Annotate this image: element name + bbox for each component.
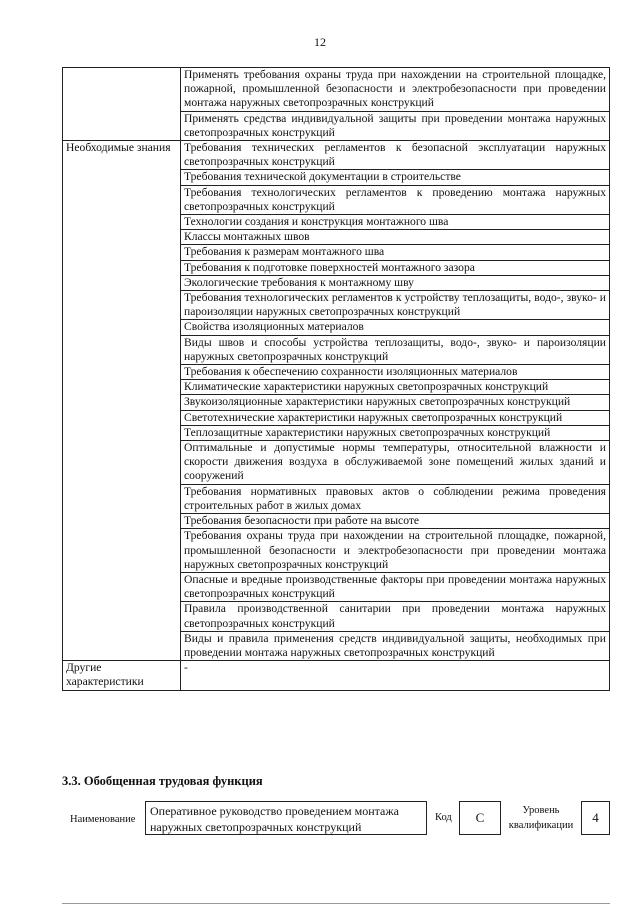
requirement-item: Светотехнические характеристики наружных светопрозрачных конструкций: [181, 410, 610, 425]
requirement-item: Опасные и вредные производственные факторы при проведении монтажа наружных светопрозрачных конструкций: [181, 572, 610, 601]
group-label: [63, 68, 181, 141]
requirement-item: Применять средства индивидуальной защиты при проведении монтажа наружных светопрозрачных конструкций: [181, 111, 610, 140]
generalized-function-row: [0, 800, 640, 840]
requirement-item: Требования технических регламентов к безопасной эксплуатации наружных светопрозрачных конструкций: [181, 141, 610, 170]
table-row: [63, 661, 610, 690]
requirement-item: Требования к обеспечению сохранности изоляционных материалов: [181, 365, 610, 380]
requirement-item: Оптимальные и допустимые нормы температуры, относительной влажности и скорости движения воздуха в обслуживаемой зоне помещений жилых зданий и сооружений: [181, 441, 610, 485]
requirement-item: Технологии создания и конструкция монтажного шва: [181, 215, 610, 230]
page-number: 12: [314, 35, 326, 49]
requirement-item: Виды и правила применения средств индивидуальной защиты, необходимых при проведении монтажа наружных светопрозрачных конструкций: [181, 631, 610, 660]
section-title: 3.3. Обобщенная трудовая функция: [62, 774, 263, 788]
requirement-item: Требования к размерам монтажного шва: [181, 245, 610, 260]
requirement-item: Теплозащитные характеристики наружных светопрозрачных конструкций: [181, 425, 610, 440]
requirement-item: Правила производственной санитарии при проведении монтажа наружных светопрозрачных конструкций: [181, 602, 610, 631]
code-label: Код: [435, 812, 452, 823]
requirement-item: Требования технологических регламентов к проведению монтажа наружных светопрозрачных конструкций: [181, 185, 610, 214]
table-row: [63, 141, 610, 170]
requirements-table: [62, 67, 610, 691]
requirement-item: Звукоизоляционные характеристики наружных светопрозрачных конструкций: [181, 395, 610, 410]
requirement-item: Классы монтажных швов: [181, 230, 610, 245]
requirement-item: -: [181, 661, 610, 690]
name-value-box: Оперативное руководство проведением монтажа наружных светопрозрачных конструкций: [145, 801, 427, 835]
requirement-item: Требования к подготовке поверхностей монтажного зазора: [181, 260, 610, 275]
requirement-item: Требования технологических регламентов к устройству теплозащиты, водо-, звуко- и пароизоляции наружных светопрозрачных конструкций: [181, 291, 610, 320]
requirement-item: Свойства изоляционных материалов: [181, 320, 610, 335]
requirement-item: Применять требования охраны труда при нахождении на строительной площадке, пожарной, промышленной безопасности и электробезопасности при проведении монтажа наружных светопрозрачных конструкций: [181, 68, 610, 112]
requirement-item: Климатические характеристики наружных светопрозрачных конструкций: [181, 380, 610, 395]
requirement-item: Требования технической документации в строительстве: [181, 170, 610, 185]
qualification-level-box: 4: [581, 801, 610, 835]
requirement-item: Требования нормативных правовых актов о соблюдении режима проведения строительных работ в жилых домах: [181, 484, 610, 513]
group-label: Другие характеристики: [63, 661, 181, 690]
requirement-item: Требования охраны труда при нахождении на строительной площадке, пожарной, промышленной безопасности и электробезопасности при проведении монтажа наружных светопрозрачных конструкций: [181, 529, 610, 573]
requirement-item: Виды швов и способы устройства теплозащиты, водо-, звуко- и пароизоляции наружных светопрозрачных конструкций: [181, 335, 610, 364]
code-value-box: С: [459, 801, 501, 835]
group-label: Необходимые знания: [63, 141, 181, 661]
page-bottom-rule: [62, 903, 610, 904]
requirement-item: Требования безопасности при работе на высоте: [181, 514, 610, 529]
table-row: [63, 68, 610, 112]
requirement-item: Экологические требования к монтажному шву: [181, 275, 610, 290]
name-label: Наименование: [70, 814, 136, 825]
qualification-level-label: Уровень квалификации: [508, 805, 574, 831]
